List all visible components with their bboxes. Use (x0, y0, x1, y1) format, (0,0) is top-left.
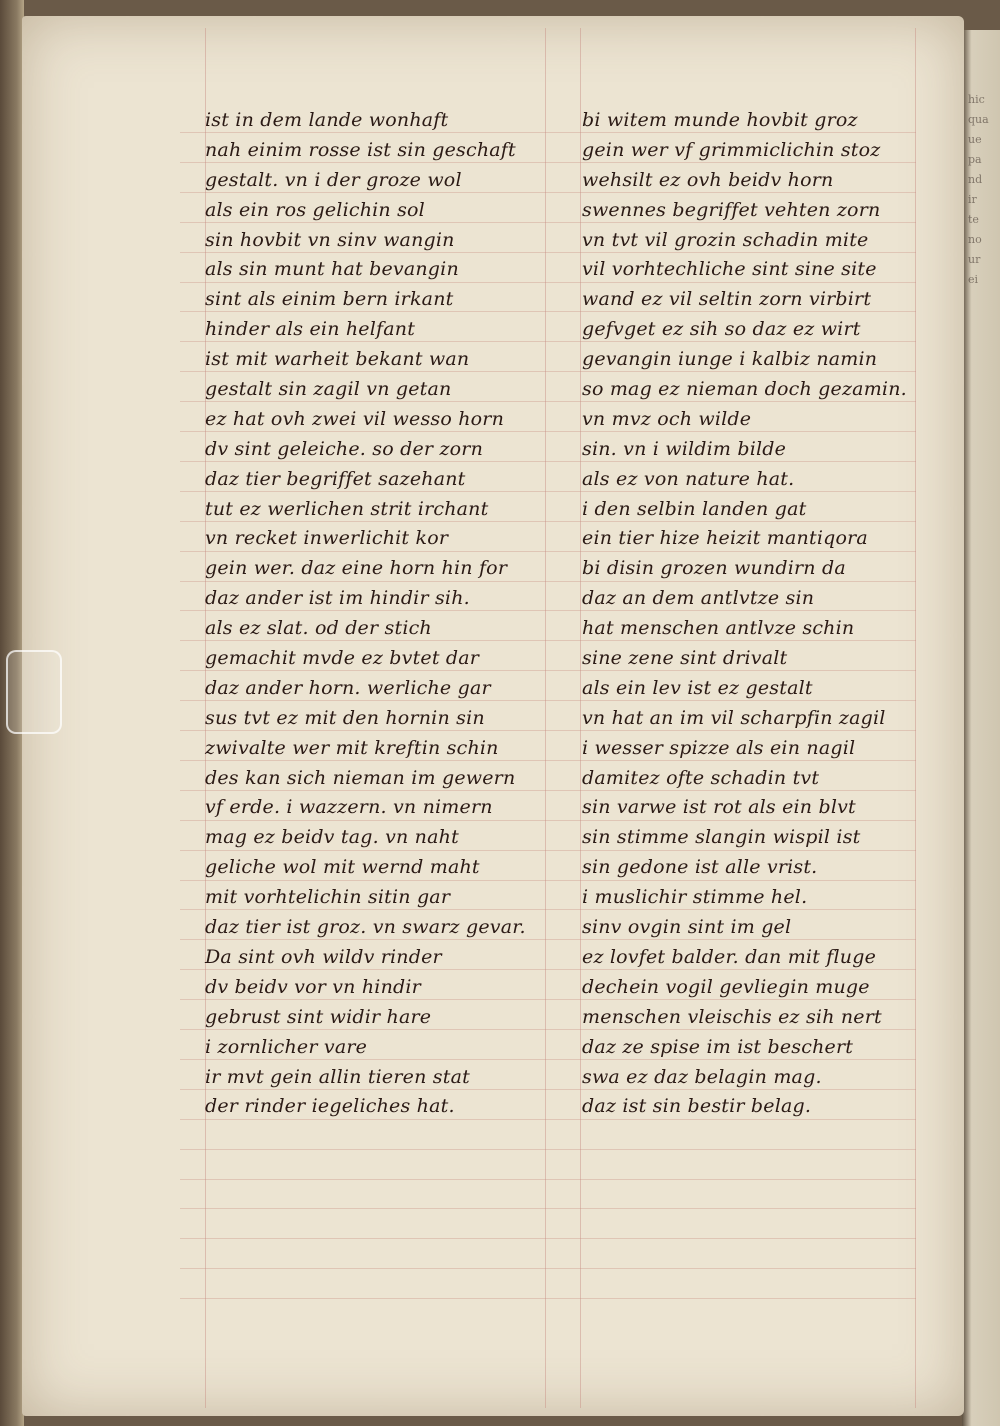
manuscript-line: menschen vleischis ez sih nert (582, 1005, 882, 1028)
ruling-horizontal (180, 1208, 916, 1209)
manuscript-line: ez lovfet balder. dan mit fluge (582, 945, 877, 968)
adjacent-page-text (968, 90, 998, 1090)
manuscript-line: als ein ros gelichin sol (205, 198, 425, 221)
manuscript-line: gevangin iunge i kalbiz namin (582, 348, 878, 371)
manuscript-line: sus tvt ez mit den hornin sin (205, 706, 485, 729)
manuscript-line: vn hat an im vil scharpfin zagil (582, 706, 886, 729)
manuscript-line: des kan sich nieman im gewern (205, 766, 516, 789)
manuscript-line: nah einim rosse ist sin geschaft (205, 138, 516, 161)
manuscript-line: vn mvz och wilde (582, 407, 752, 430)
manuscript-line: zwivalte wer mit kreftin schin (205, 736, 499, 759)
manuscript-line: gestalt. vn i der groze wol (205, 168, 462, 191)
manuscript-line: als sin munt hat bevangin (205, 258, 459, 281)
manuscript-line: sinv ovgin sint im gel (582, 916, 792, 939)
manuscript-line: wand ez vil seltin zorn virbirt (582, 288, 872, 311)
manuscript-line: vf erde. i wazzern. vn nimern (205, 796, 493, 819)
manuscript-line: i muslichir stimme hel. (582, 886, 808, 909)
manuscript-line: ein tier hize heizit mantiqora (582, 527, 868, 550)
manuscript-line: sint als einim bern irkant (205, 288, 454, 311)
manuscript-line: i zornlicher vare (205, 1035, 368, 1058)
ruling-vertical (915, 28, 916, 1408)
manuscript-line: damitez ofte schadin tvt (582, 766, 820, 789)
ruling-horizontal (180, 1238, 916, 1239)
adjacent-page-line: hic (968, 93, 985, 106)
manuscript-line: mit vorhtelichin sitin gar (205, 886, 451, 909)
adjacent-page-line: ue (968, 133, 982, 146)
manuscript-line: als ez von nature hat. (582, 467, 795, 490)
manuscript-line: daz ze spise im ist beschert (582, 1035, 854, 1058)
manuscript-line: daz ander horn. werliche gar (205, 676, 491, 699)
manuscript-line: swennes begriffet vehten zorn (582, 198, 881, 221)
manuscript-line: ist mit warheit bekant wan (205, 348, 470, 371)
manuscript-line: gefvget ez sih so daz ez wirt (582, 318, 861, 341)
manuscript-line: swa ez daz belagin mag. (582, 1065, 822, 1088)
manuscript-line: gemachit mvde ez bvtet dar (205, 647, 480, 670)
adjacent-page-line: ir (968, 193, 977, 206)
ruling-vertical (580, 28, 581, 1408)
text-column-right (582, 106, 912, 1122)
manuscript-line: Da sint ovh wildv rinder (205, 945, 442, 968)
manuscript-line: daz ander ist im hindir sih. (205, 587, 470, 610)
manuscript-line: ir mvt gein allin tieren stat (205, 1065, 470, 1088)
adjacent-page-line: nd (968, 173, 983, 186)
manuscript-line: tut ez werlichen strit irchant (205, 497, 489, 520)
manuscript-line: so mag ez nieman doch gezamin. (582, 378, 907, 401)
manuscript-line: als ein lev ist ez gestalt (582, 676, 813, 699)
manuscript-line: mag ez beidv tag. vn naht (205, 826, 459, 849)
manuscript-line: hinder als ein helfant (205, 318, 416, 341)
manuscript-line: ez hat ovh zwei vil wesso horn (205, 407, 505, 430)
manuscript-line: daz an dem antlvtze sin (582, 587, 815, 610)
ruling-horizontal (180, 1298, 916, 1299)
manuscript-line: sin hovbit vn sinv wangin (205, 228, 455, 251)
adjacent-page-line: te (968, 213, 979, 226)
adjacent-page-line: ei (968, 273, 979, 286)
manuscript-line: gein wer. daz eine horn hin for (205, 557, 508, 580)
manuscript-line: vn tvt vil grozin schadin mite (582, 228, 869, 251)
adjacent-page-line: no (968, 233, 982, 246)
manuscript-line: vn recket inwerlichit kor (205, 527, 449, 550)
text-column-left (205, 106, 550, 1122)
ruling-horizontal (180, 1268, 916, 1269)
manuscript-line: sin. vn i wildim bilde (582, 437, 787, 460)
manuscript-line: dechein vogil gevliegin muge (582, 975, 870, 998)
manuscript-line: gestalt sin zagil vn getan (205, 378, 452, 401)
manuscript-line: sine zene sint drivalt (582, 647, 788, 670)
ruling-horizontal (180, 1179, 916, 1180)
manuscript-line: daz tier begriffet sazehant (205, 467, 466, 490)
manuscript-line: als ez slat. od der stich (205, 617, 432, 640)
manuscript-line: hat menschen antlvze schin (582, 617, 855, 640)
page-clip (6, 650, 62, 734)
manuscript-line: geliche wol mit wernd maht (205, 856, 480, 879)
manuscript-line: vil vorhtechliche sint sine site (582, 258, 877, 281)
adjacent-page-line: ur (968, 253, 981, 266)
manuscript-line: sin varwe ist rot als ein blvt (582, 796, 856, 819)
manuscript-line: ist in dem lande wonhaft (205, 109, 449, 131)
manuscript-line: dv sint geleiche. so der zorn (205, 437, 484, 460)
adjacent-page-line: pa (968, 153, 982, 166)
manuscript-line: sin stimme slangin wispil ist (582, 826, 861, 849)
manuscript-line: sin gedone ist alle vrist. (582, 856, 818, 879)
manuscript-line: i den selbin landen gat (582, 497, 807, 520)
manuscript-line: gebrust sint widir hare (205, 1005, 432, 1028)
manuscript-line: dv beidv vor vn hindir (205, 975, 421, 998)
manuscript-line: daz ist sin bestir belag. (582, 1095, 812, 1118)
manuscript-line: i wesser spizze als ein nagil (582, 736, 856, 759)
manuscript-line: bi witem munde hovbit groz (582, 109, 858, 131)
manuscript-line: gein wer vf grimmiclichin stoz (582, 138, 881, 161)
adjacent-page-line: qua (968, 113, 989, 126)
ruling-horizontal (180, 1149, 916, 1150)
manuscript-line: daz tier ist groz. vn swarz gevar. (205, 916, 526, 939)
manuscript-line: bi disin grozen wundirn da (582, 557, 846, 580)
manuscript-line: wehsilt ez ovh beidv horn (582, 168, 834, 191)
manuscript-line: der rinder iegeliches hat. (205, 1095, 455, 1118)
